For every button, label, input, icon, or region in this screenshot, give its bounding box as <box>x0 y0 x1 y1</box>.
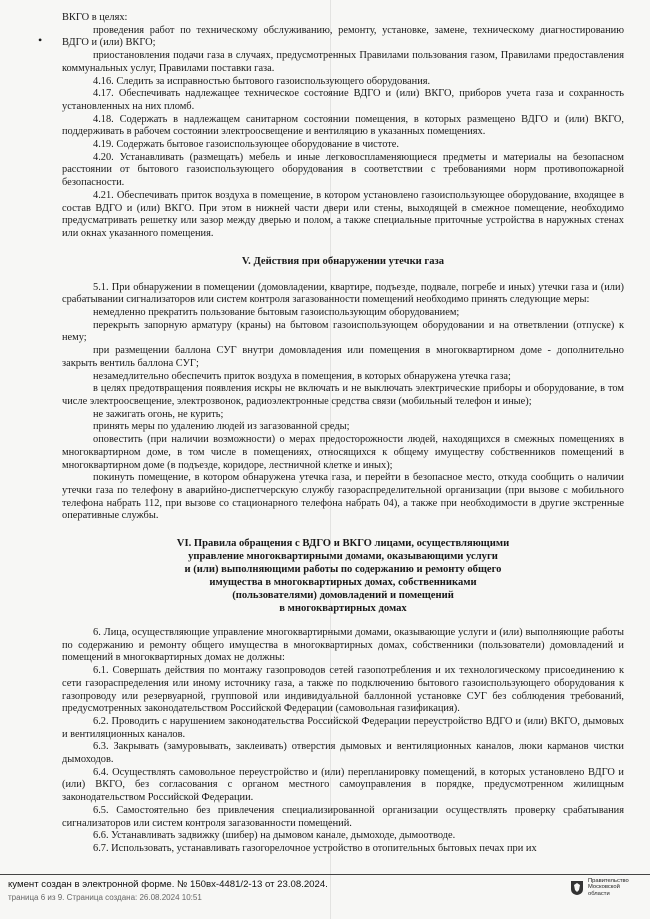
clause-6-3: 6.3. Закрывать (замуровывать, заклеивать) отверстия дымовых и вентиляционных каналов, люки карманов чистки дымоходов. <box>62 741 624 766</box>
para-intro-a: ВКГО в целях: <box>62 12 128 23</box>
section-6-title-line-2: управление многоквартирными домами, оказывающими услуги <box>188 551 498 563</box>
clause-4-18: 4.18. Содержать в надлежащем санитарном состоянии помещения, в которых размещено ВДГО и (или) ВКГО, поддерживать в рабочем состоянии электроосвещение и вентиляцию в указанных помещениях. <box>62 113 624 138</box>
measure-1: немедленно прекратить пользование бытовым газоиспользующим оборудованием; <box>93 307 460 319</box>
section-6-title-line-3: и (или) выполняющими работы по содержанию и ремонту общего <box>184 564 502 576</box>
logo-text-line-1: Правительство <box>588 878 629 884</box>
clause-4-21: 4.21. Обеспечивать приток воздуха в помещение, в котором установлено газоиспользующее оборудование, входящее в состав ВДГО и (или) ВКГО. При этом в нижней части двери или стены, выходящей в смежное помещение, необходимо предусматривать решетку или зазор между дверью и полом, а также специальные приточные устройства в наружных стенах или окнах указанного помещения. <box>62 189 624 239</box>
measure-3: при размещении баллона СУГ внутри домовладения или помещения в многоквартирном доме - дополнительно закрыть вентиль баллона СУГ; <box>62 345 624 369</box>
clause-4-20: 4.20. Устанавливать (размещать) мебель и иные легковоспламеняющиеся предметы и материалы на безопасном расстоянии от бытового газоиспользующего оборудования в соответствии с требованиями норм противопожарной безопасности. <box>62 151 624 189</box>
clause-6: 6. Лица, осуществляющие управление многоквартирными домами, оказывающие услуги и (или) выполняющие работы по содержанию и ремонту общего имущества в многоквартирных домах, собственники (пользователи) домовладений и помещений в многоквартирных домах не должны: <box>62 627 624 664</box>
clause-6-4: 6.4. Осуществлять самовольное переустройство и (или) перепланировку помещений, в которых установлено ВДГО и (или) ВКГО, без согласования с органом местного самоуправления в порядке, предусмотренном жилищным законодательством Российской Федерации. <box>62 766 624 804</box>
government-logo <box>570 878 640 897</box>
clause-5-1: 5.1. При обнаружении в помещении (домовладении, квартире, подъезде, подвале, погребе и иных) утечки газа и (или) срабатывании сигнализаторов или систем контроля загазованности помещений необходимо принять следующие меры: <box>62 281 624 306</box>
stamp-text: кумент создан в электронной форме. № 150вх-4481/2-13 от 23.08.2024. <box>8 879 328 890</box>
clause-6-6: 6.6. Устанавливать задвижку (шибер) на дымовом канале, дымоходе, дымоотводе. <box>93 830 456 842</box>
section-6-title-line-5: (пользователями) домовладений и помещений <box>232 590 454 602</box>
para-intro-c: приостановления подачи газа в случаях, предусмотренных Правилами пользования газом, Правилами предоставления коммунальных услуг, Правилами поставки газа. <box>62 50 624 74</box>
stamp-text-secondary: траница 6 из 9. Страница создана: 26.08.2024 10:51 <box>8 893 202 902</box>
measure-4: незамедлительно обеспечить приток воздуха в помещения, в которых обнаружена утечка газа; <box>93 370 511 382</box>
clause-6-2: 6.2. Проводить с нарушением законодательства Российской Федерации переустройство ВДГО и (или) ВКГО, дымовых и вентиляционных каналов. <box>62 715 624 740</box>
clause-6-7: 6.7. Использовать, устанавливать газогорелочное устройство в отопительных бытовых печах при их <box>93 842 537 854</box>
measure-5: в целях предотвращения появления искры не включать и не выключать электрические приборы и оборудование, в том числе электроосвещение, электрозвонок, радиоэлектронные средства связи (мобильный телефон и иные); <box>62 383 624 407</box>
measure-7: принять меры по удалению людей из загазованной среды; <box>93 421 350 433</box>
section-6-title-line-6: в многоквартирных домах <box>279 603 407 615</box>
section-6-title <box>62 537 624 615</box>
section-6-title-line-4: имущества в многоквартирных домах, собственниками <box>209 577 477 589</box>
section-6-title-line-1: VI. Правила обращения с ВДГО и ВКГО лицами, осуществляющими <box>176 538 510 550</box>
section-5-title: V. Действия при обнаружении утечки газа <box>241 255 445 267</box>
electronic-stamp-footer <box>0 874 650 919</box>
logo-text-line-2: Московской области <box>588 884 620 897</box>
measure-2: перекрыть запорную арматуру (краны) на бытовом газоиспользующем оборудовании и на ответвлении (отпуске) к нему; <box>62 319 624 344</box>
clause-6-1: 6.1. Совершать действия по монтажу газопроводов сетей газопотребления и их технологическому присоединению к сети газораспределения или иному источнику газа, а также по подключению бытового газоиспользующего оборудования к газопроводу или резервуарной, групповой или индивидуальной баллонной установке СУГ без соблюдения требований, предусмотренных законодательством Российской Федерации (самовольная газификация). <box>62 665 624 715</box>
para-intro-b: проведения работ по техническому обслуживанию, ремонту, установке, замене, техническому диагностированию ВДГО и (или) ВКГО; <box>62 24 624 49</box>
bullet-mark: • <box>38 33 43 47</box>
clause-4-16: 4.16. Следить за исправностью бытового газоиспользующего оборудования. <box>93 75 431 87</box>
clause-4-19: 4.19. Содержать бытовое газоиспользующее оборудование в чистоте. <box>93 139 400 151</box>
measure-6: не зажигать огонь, не курить; <box>93 408 224 420</box>
measure-9: покинуть помещение, в котором обнаружена утечка газа, и перейти в безопасное место, откуда сообщить о наличии утечки газа по телефону в аварийно-диспетчерскую службу газораспределительной организации (при вызове с мобильного телефона набрать 112, при вызове со стационарного телефона набрать 04), а также при необходимости в другие экстренные оперативные службы. <box>62 472 624 522</box>
measure-8: оповестить (при наличии возможности) о мерах предосторожности людей, находящихся в смежных помещениях в многоквартирном доме, в том числе в помещениях, относящихся к общему имуществу собственников помещений в многоквартирном доме (в подъезде, коридоре, лестничной клетке и иных); <box>62 434 624 471</box>
clause-4-17: 4.17. Обеспечивать надлежащее техническое состояние ВДГО и (или) ВКГО, приборов учета газа и сохранность установленных на них пломб. <box>62 88 624 112</box>
clause-6-5: 6.5. Самостоятельно без привлечения специализированной организации осуществлять проверку срабатывания сигнализаторов или систем контроля загазованности помещений. <box>62 804 624 829</box>
coat-of-arms-icon <box>570 880 584 896</box>
